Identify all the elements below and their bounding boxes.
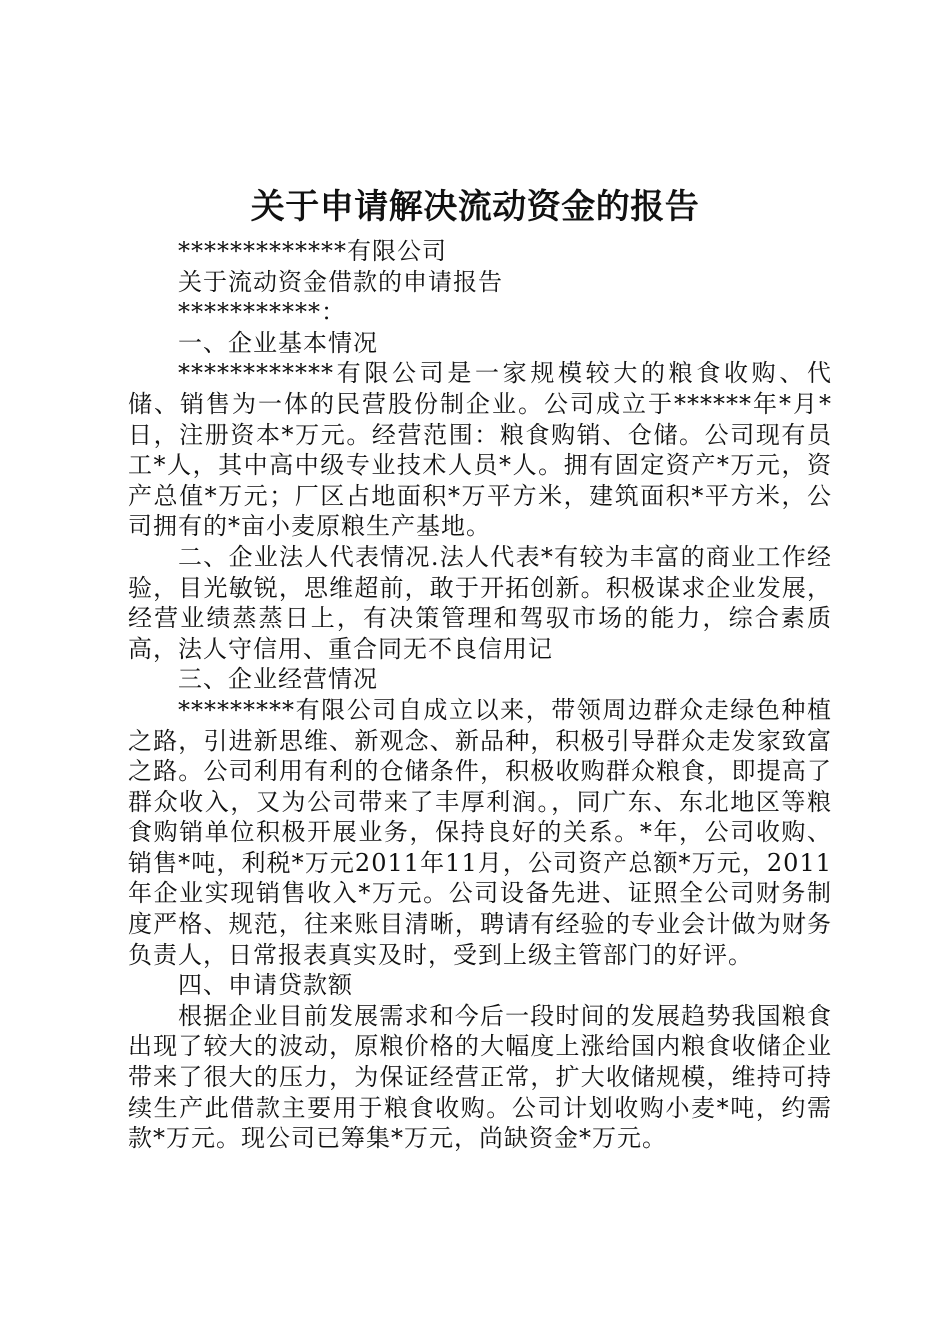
section-heading-3: 三、企业经营情况 bbox=[178, 665, 378, 694]
document-body bbox=[128, 236, 832, 1154]
paragraph-legal-representative: 二、企业法人代表情况.法人代表*有较为丰富的商业工作经验，目光敏锐，思维超前，敢于开拓创新。积极谋求企业发展，经营业绩蒸蒸日上，有决策管理和驾驭市场的能力，综合素质高，法人守信用、重合同无不良信用记 bbox=[128, 542, 832, 663]
section-heading-1: 一、企业基本情况 bbox=[178, 328, 378, 357]
salutation: ***********： bbox=[178, 298, 346, 327]
report-subtitle: 关于流动资金借款的申请报告 bbox=[178, 267, 503, 296]
paragraph-loan-request: 根据企业目前发展需求和今后一段时间的发展趋势我国粮食出现了较大的波动，原粮价格的大幅度上涨给国内粮食收储企业带来了很大的压力，为保证经营正常，扩大收储规模，维持可持续生产此借款主要用于粮食收购。公司计划收购小麦*吨，约需款*万元。现公司已筹集*万元，尚缺资金*万元。 bbox=[128, 1001, 832, 1153]
paragraph-company-basic-info: ************有限公司是一家规模较大的粮食收购、代储、销售为一体的民营股份制企业。公司成立于******年*月*日，注册资本*万元。经营范围：粮食购销、仓储。公司现有员工*人，其中高中级专业技术人员*人。拥有固定资产*万元，资产总值*万元；厂区占地面积*万平方米，建筑面积*平方米，公司拥有的*亩小麦原粮生产基地。 bbox=[128, 359, 832, 541]
document-title: 关于申请解决流动资金的报告 bbox=[250, 187, 700, 227]
company-name-line: *************有限公司 bbox=[178, 237, 447, 265]
paragraph-operations: *********有限公司自成立以来，带领周边群众走绿色种植之路，引进新思维、新观念、新品种，积极引导群众走发家致富之路。公司利用有利的仓储条件，积极收购群众粮食，即提高了群众收入，又为公司带来了丰厚利润。，同广东、东北地区等粮食购销单位积极开展业务，保持良好的关系。*年，公司收购、销售*吨，利税*万元2011年11月，公司资产总额*万元，2011年企业实现销售收入*万元。公司设备先进、证照全公司财务制度严格、规范，往来账目清晰，聘请有经验的专业会计做为财务负责人，日常报表真实及时，受到上级主管部门的好评。 bbox=[128, 695, 832, 969]
section-heading-4: 四、申请贷款额 bbox=[178, 971, 353, 1000]
